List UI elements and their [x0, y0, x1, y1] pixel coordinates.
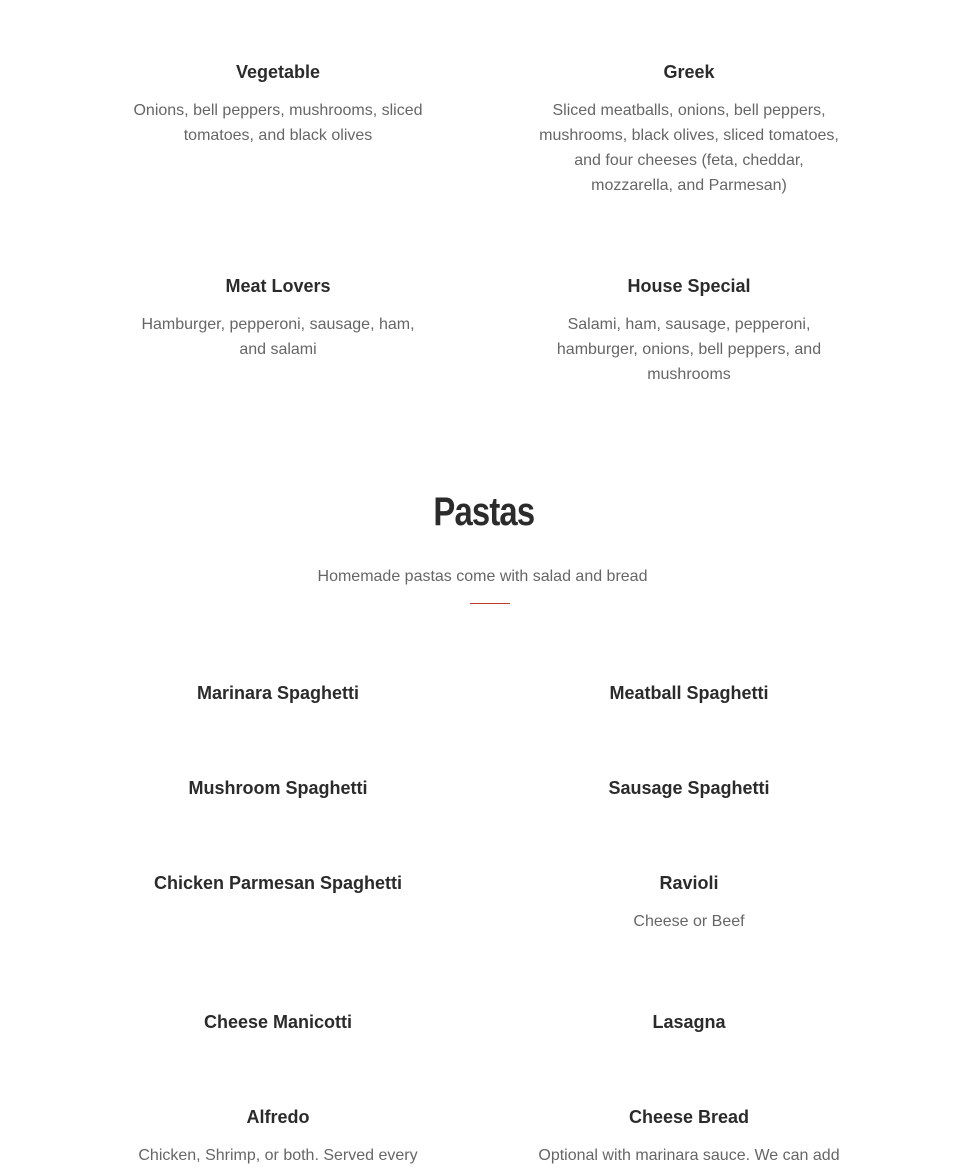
- menu-item-cheese-bread: [538, 1105, 840, 1168]
- menu-item-description: Optional with marinara sauce. We can add: [538, 1147, 840, 1164]
- menu-item-name: Greek: [663, 62, 715, 82]
- menu-item-name: Sausage Spaghetti: [608, 778, 770, 798]
- menu-item-chicken-parmesan-spaghetti: [128, 871, 428, 895]
- menu-item-name: Lasagna: [652, 1012, 726, 1032]
- menu-item-meatball-spaghetti: [538, 681, 840, 705]
- menu-item-name: House Special: [627, 276, 751, 296]
- menu-item-meat-lovers: [128, 274, 428, 362]
- menu-item-lasagna: [538, 1010, 840, 1034]
- section-title-pastas: Pastas: [433, 490, 535, 534]
- menu-item-name: Marinara Spaghetti: [196, 683, 360, 703]
- menu-item-name: Chicken Parmesan Spaghetti: [153, 873, 403, 893]
- menu-item-description: Chicken, Shrimp, or both. Served every: [138, 1147, 418, 1164]
- section-divider: [470, 603, 510, 604]
- menu-item-name: Meatball Spaghetti: [609, 683, 769, 703]
- menu-item-description: Hamburger, pepperoni, sausage, ham, and salami: [141, 316, 415, 358]
- menu-item-marinara-spaghetti: [128, 681, 428, 705]
- menu-item-name: Cheese Manicotti: [203, 1012, 353, 1032]
- menu-item-description: Salami, ham, sausage, pepperoni, hamburger, onions, bell peppers, and mushrooms: [556, 316, 822, 383]
- menu-item-description: Sliced meatballs, onions, bell peppers, mushrooms, black olives, sliced tomatoes, and four cheeses (feta, cheddar, mozzarella, and Parmesan): [539, 102, 839, 194]
- menu-item-name: Cheese Bread: [628, 1107, 750, 1127]
- menu-item-name: Mushroom Spaghetti: [188, 778, 368, 798]
- menu-item-name: Alfredo: [246, 1107, 310, 1127]
- menu-item-name: Ravioli: [659, 873, 719, 893]
- menu-item-description: Cheese or Beef: [633, 913, 745, 930]
- menu-item-vegetable: [128, 60, 428, 148]
- menu-item-description: Onions, bell peppers, mushrooms, sliced tomatoes, and black olives: [133, 102, 423, 144]
- menu-item-cheese-manicotti: [128, 1010, 428, 1034]
- section-subtitle: Homemade pastas come with salad and bread: [317, 568, 648, 585]
- menu-item-mushroom-spaghetti: [128, 776, 428, 800]
- menu-item-alfredo: [128, 1105, 428, 1168]
- menu-item-name: Vegetable: [235, 62, 321, 82]
- menu-item-sausage-spaghetti: [538, 776, 840, 800]
- menu-item-ravioli: [538, 871, 840, 934]
- menu-item-house-special: [538, 274, 840, 387]
- menu-item-name: Meat Lovers: [225, 276, 331, 296]
- menu-item-greek: [538, 60, 840, 198]
